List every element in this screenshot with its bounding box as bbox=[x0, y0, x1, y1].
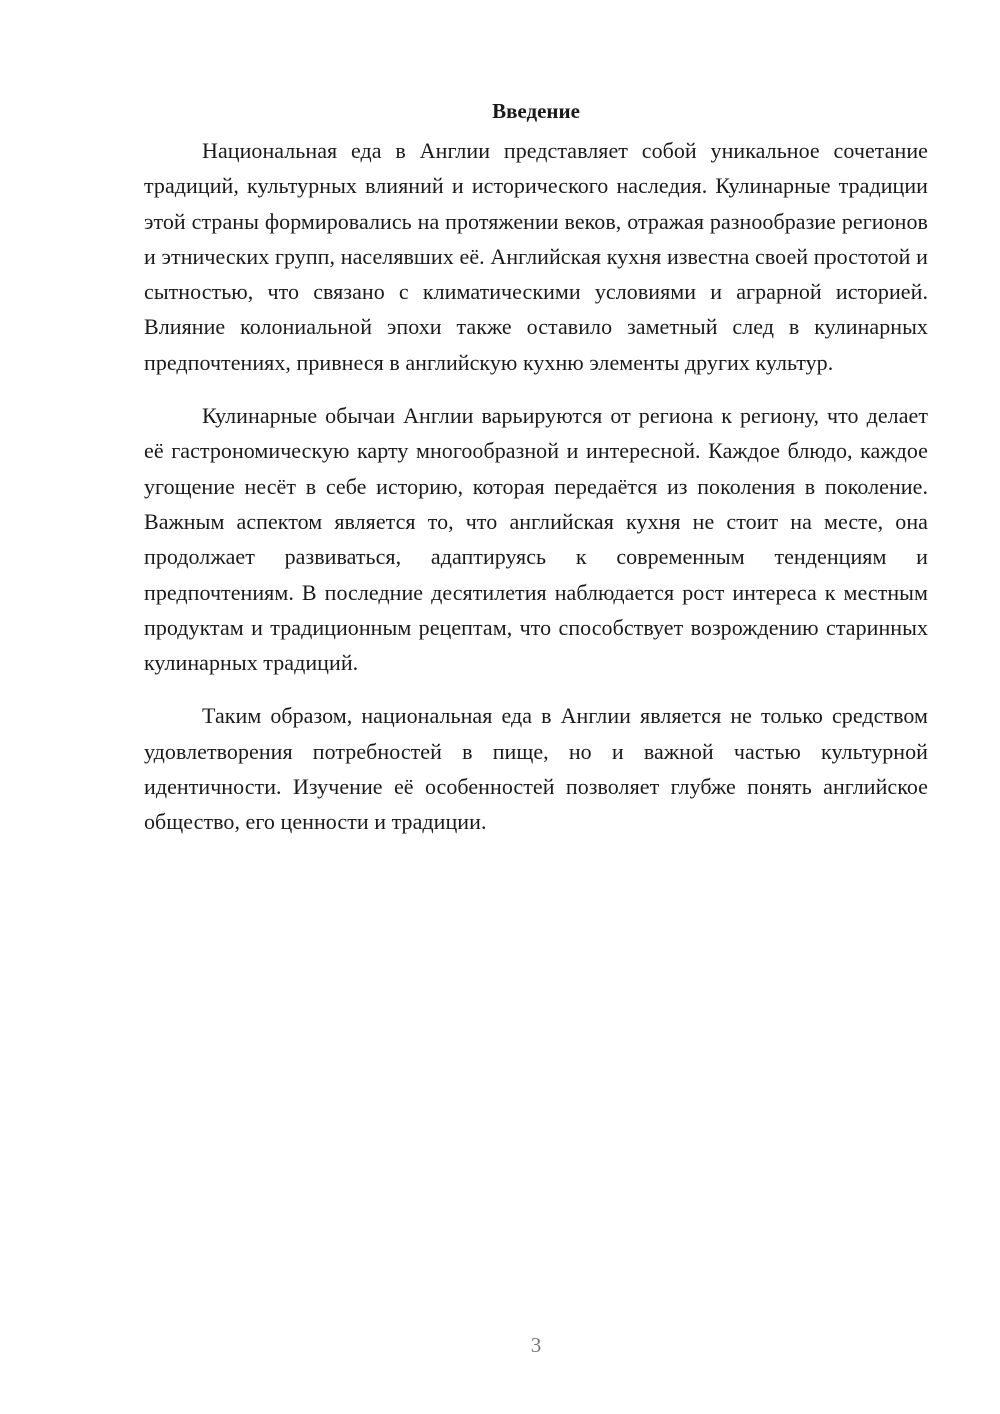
paragraph-2: Кулинарные обычаи Англии варьируются от региона к региону, что делает её гастрономическую карту многообразной и интересной. Каждое блюдо, каждое угощение несёт в себе историю, которая передаётся из поколения в поколение. Важным аспектом является то, что английская кухня не стоит на месте, она продолжает развиваться, адаптируясь к современным тенденциям и предпочтениям. В последние десятилетия наблюдается рост интереса к местным продуктам и традиционным рецептам, что способствует возрождению старинных кулинарных традиций. bbox=[144, 403, 928, 676]
page-content bbox=[144, 97, 928, 858]
section-title: Введение bbox=[492, 99, 580, 123]
page-number: 3 bbox=[530, 1333, 542, 1357]
paragraph-3: Таким образом, национальная еда в Англии является не только средством удовлетворения потребностей в пище, но и важной частью культурной идентичности. Изучение её особенностей позволяет глубже понять английское общество, его ценности и традиции. bbox=[144, 703, 928, 835]
paragraph-1: Национальная еда в Англии представляет собой уникальное сочетание традиций, культурных влияний и исторического наследия. Кулинарные традиции этой страны формировались на протяжении веков, отражая разнообразие регионов и этнических групп, населявших её. Английская кухня известна своей простотой и сытностью, что связано с климатическими условиями и аграрной историей. Влияние колониальной эпохи также оставило заметный след в кулинарных предпочтениях, привнеся в английскую кухню элементы других культур. bbox=[144, 138, 928, 375]
